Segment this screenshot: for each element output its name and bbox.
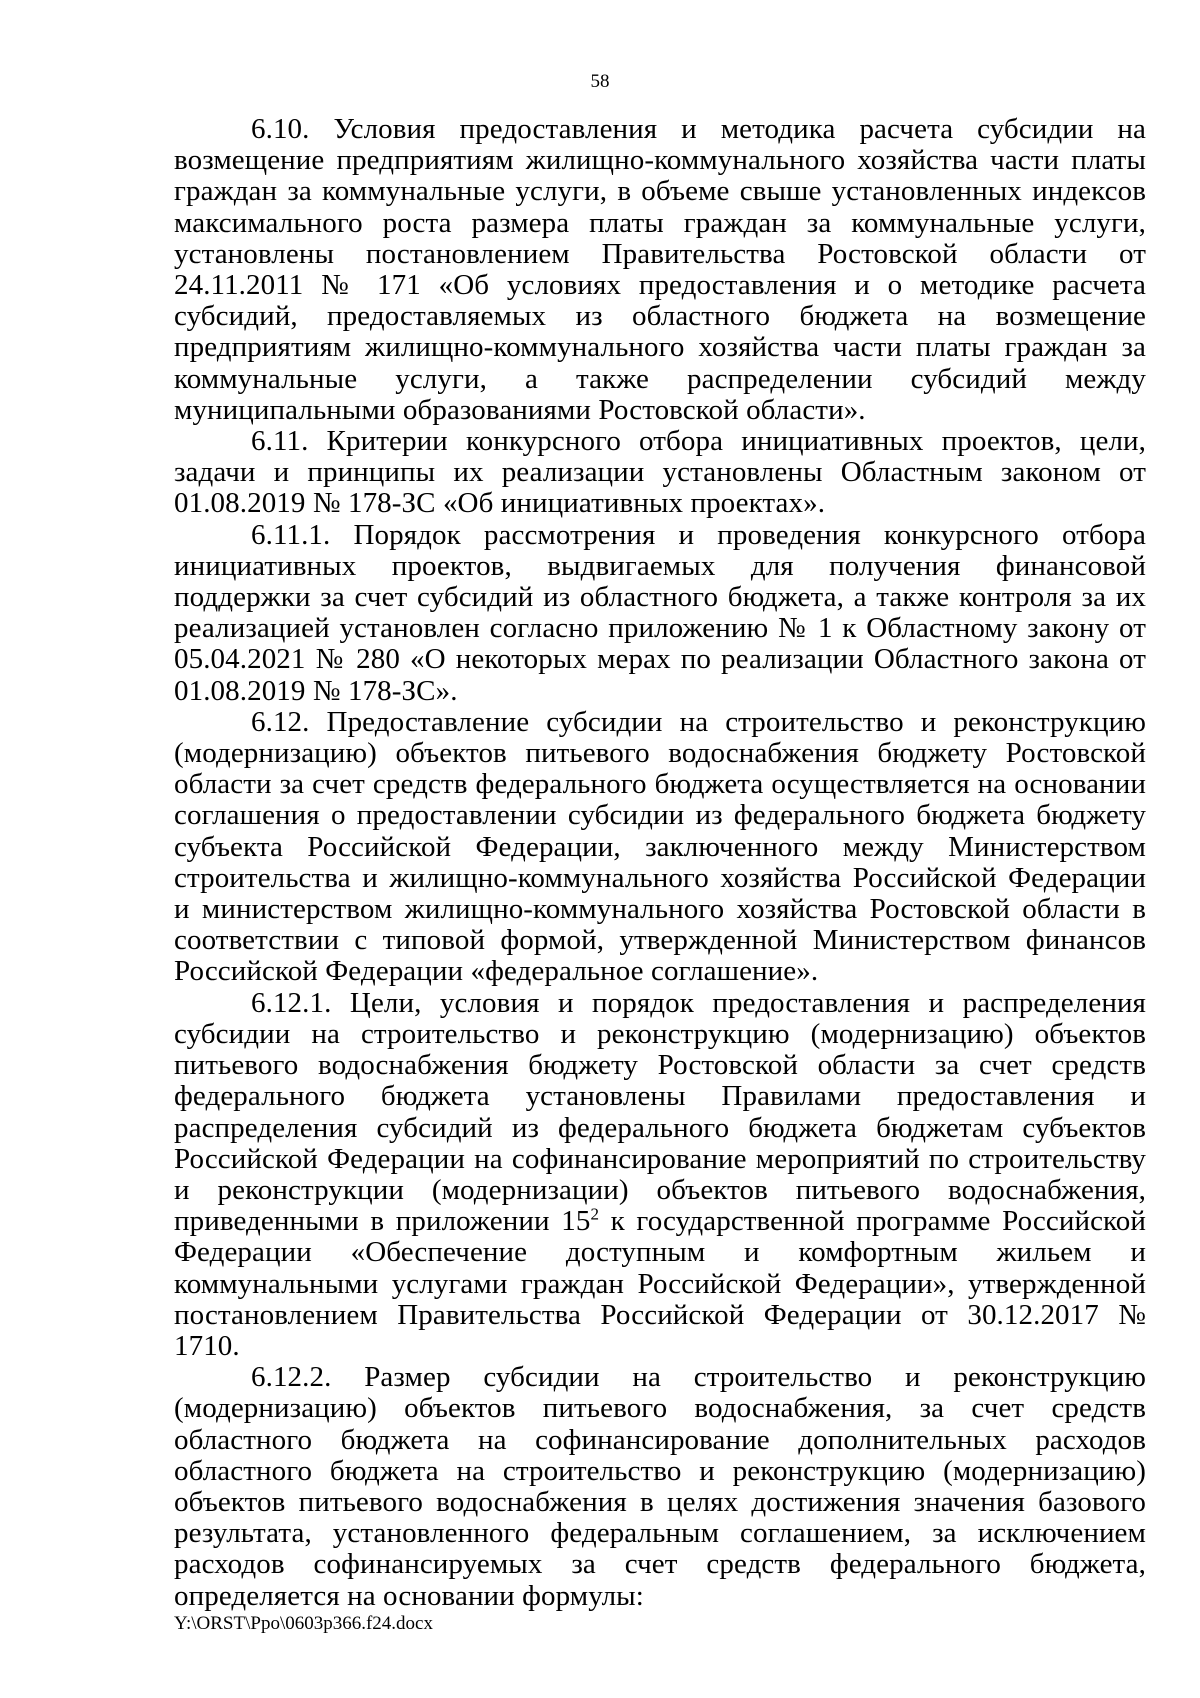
paragraph-6-11: 6.11. Критерии конкурсного отбора инициативных проектов, цели, задачи и принципы их реализации установлены Областным законом от 01.08.2019 № 178-ЗС «Об инициативных проектах». <box>174 425 1146 520</box>
paragraph-6-11-1: 6.11.1. Порядок рассмотрения и проведения конкурсного отбора инициативных проектов, выдвигаемых для получения финансовой поддержки за счет субсидий из областного бюджета, а также контроля за их реализацией установлен согласно приложению № 1 к Областному закону от 05.04.2021 № 280 «О некоторых мерах по реализации Областного закона от 01.08.2019 № 178-ЗС». <box>174 518 1146 707</box>
paragraph-6-12-1-text-end: к государственной программе Российской Федерации «Обеспечение доступным и комфортным жильем и коммунальными услугами граждан Российской Федерации», утвержденной постановлением Правительства Российской Федерации от 30.12.2017 № 1710. <box>174 1205 1146 1362</box>
paragraph-6-12-1-text-start: 6.12.1. Цели, условия и порядок предоставления и распределения субсидии на строительство и реконструкцию (модернизацию) объектов питьевого водоснабжения бюджету Ростовской области за счет средств федерального бюджета установлены Правилами предоставления и распределения субсидий из федерального бюджета бюджетам субъектов Российской Федерации на софинансирование мероприятий по строительству и реконструкции (модернизации) объектов питьевого водоснабжения, приведенными в приложении 15 <box>174 986 1146 1238</box>
appendix-superscript: 2 <box>590 1204 600 1224</box>
paragraph-6-12-1 <box>174 988 1146 1362</box>
document-body <box>174 114 1146 1612</box>
paragraph-6-10: 6.10. Условия предоставления и методика расчета субсидии на возмещение предприятиям жилищно-коммунального хозяйства части платы граждан за коммунальные услуги, в объеме свыше установленных индексов максимального роста размера платы граждан за коммунальные услуги, установлены постановлением Правительства Ростовской области от 24.11.2011 № 171 «Об условиях предоставления и о методике расчета субсидий, предоставляемых из областного бюджета на возмещение предприятиям жилищно-коммунального хозяйства части платы граждан за коммунальные услуги, а также распределении субсидий между муниципальными образованиями Ростовской области». <box>174 113 1146 426</box>
paragraph-6-12: 6.12. Предоставление субсидии на строительство и реконструкцию (модернизацию) объектов питьевого водоснабжения бюджету Ростовской области за счет средств федерального бюджета осуществляется на основании соглашения о предоставлении субсидии из федерального бюджета бюджету субъекта Российской Федерации, заключенного между Министерством строительства и жилищно-коммунального хозяйства Российской Федерации и министерством жилищно-коммунального хозяйства Ростовской области в соответствии с типовой формой, утвержденной Министерством финансов Российской Федерации «федеральное соглашение». <box>174 705 1146 988</box>
paragraph-6-12-2: 6.12.2. Размер субсидии на строительство и реконструкцию (модернизацию) объектов питьевого водоснабжения, за счет средств областного бюджета на софинансирование дополнительных расходов областного бюджета на строительство и реконструкцию (модернизацию) объектов питьевого водоснабжения в целях достижения значения базового результата, установленного федеральным соглашением, за исключением расходов софинансируемых за счет средств федерального бюджета, определяется на основании формулы: <box>174 1361 1146 1612</box>
page-number: 58 <box>590 71 610 92</box>
footer-file-path: Y:\ORST\Ppo\0603p366.f24.docx <box>174 1613 433 1634</box>
